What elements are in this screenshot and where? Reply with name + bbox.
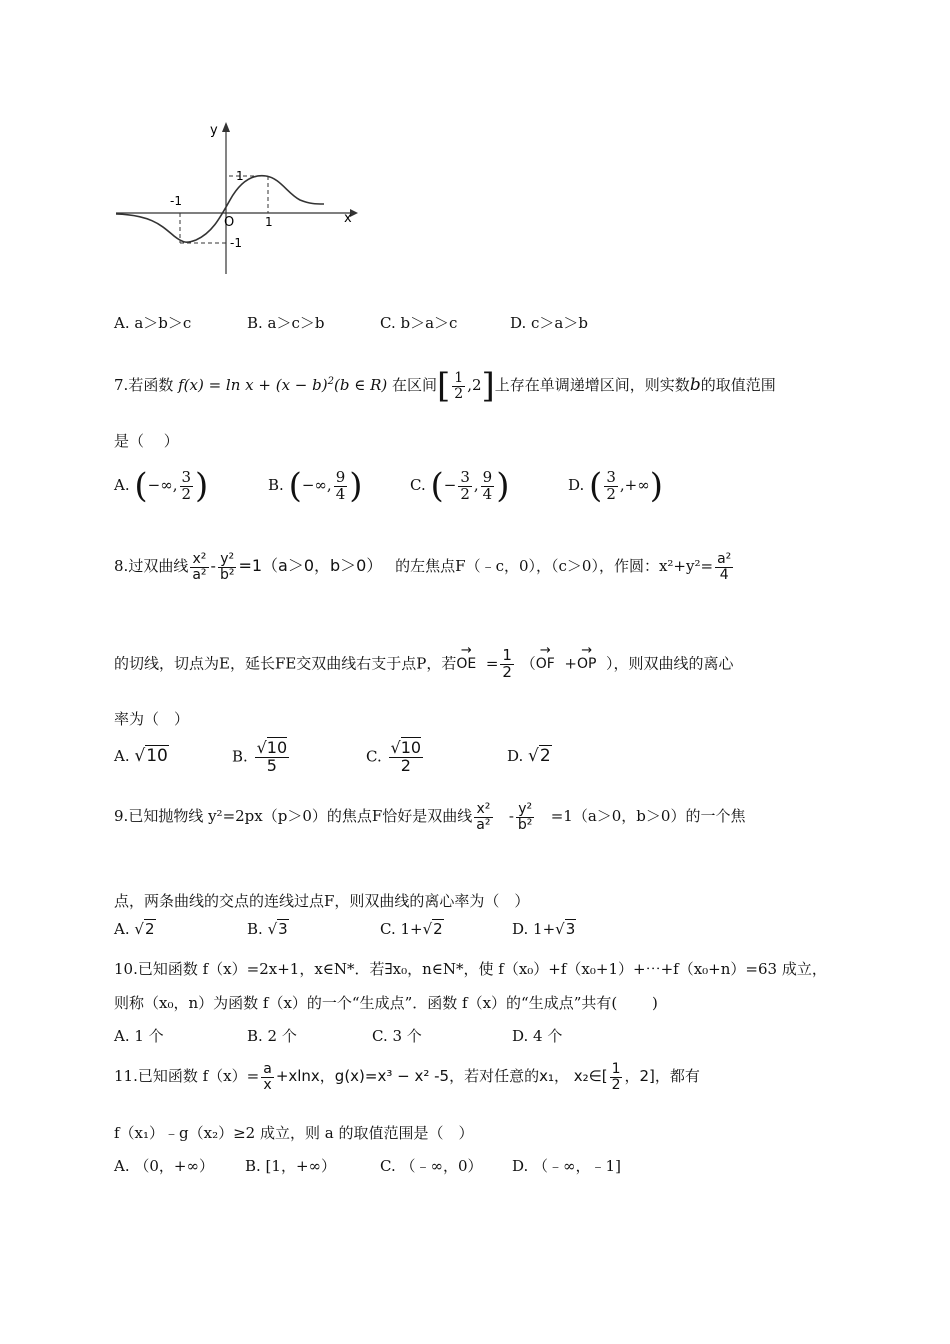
q10-stem: 10.已知函数 f（x）=2x+1，x∈N*．若∃x₀，n∈N*，使 f（x₀）+f（x₀+1）+⋯+f（x₀+n）=63 成立， xyxy=(114,960,827,978)
q7-option-a[interactable]: A. (−∞, $\frac{3}{2}$ ) xyxy=(114,466,209,506)
q10-option-d[interactable]: D. 4 个 xyxy=(512,1027,563,1045)
q9-option-c[interactable]: C. 1+√2 xyxy=(380,920,443,938)
q6-option-a[interactable]: A. a＞b＞c xyxy=(114,314,192,332)
q9-option-b[interactable]: B. √3 xyxy=(247,920,288,938)
function-graph xyxy=(112,118,362,278)
graph-origin: O xyxy=(224,215,235,230)
q7-stem-line2: 是（ ） xyxy=(114,432,179,450)
q7-function: $f(x) = \ln x + (x - b)^2(b$ ∈ R) xyxy=(178,376,388,394)
q8-option-b[interactable]: B. $\frac{√10}{5}$ xyxy=(232,738,288,775)
graph-tick-pos1-x: 1 xyxy=(265,215,273,229)
q7-option-b[interactable]: B. (−∞, $\frac{9}{4}$ ) xyxy=(268,466,363,506)
graph-y-label: y xyxy=(210,123,218,138)
q11-stem: 11.已知函数 f（x）= $\frac{a}{x}$ +xlnx，g(x)=x³ − x² -5，若对任意的x₁， x₂∈[ $\frac{1}{2}$ ，2]，都有 xyxy=(114,1061,700,1093)
graph-tick-pos1-y: 1 xyxy=(236,169,244,183)
q6-option-d[interactable]: D. c＞a＞b xyxy=(510,314,588,332)
q6-option-c[interactable]: C. b＞a＞c xyxy=(380,314,458,332)
q9-stem-line2: 点，两条曲线的交点的连线过点F，则双曲线的离心率为（ ） xyxy=(114,892,530,910)
q7-option-d[interactable]: D. ( $\frac{3}{2}$ ,+∞) xyxy=(568,466,663,506)
q7-option-c[interactable]: C. (− $\frac{3}{2}$ , $\frac{9}{4}$ ) xyxy=(410,466,510,506)
q9-stem: 9.已知抛物线 y²=2px（p＞0）的焦点F恰好是双曲线 $\frac{\text{x²}}{\text{a²}}$ - $\frac{\text{y²}}{\text{b²}}$ =1（a＞0，b＞0）的一个焦 xyxy=(114,801,746,833)
q10-option-a[interactable]: A. 1 个 xyxy=(114,1027,164,1045)
graph-tick-neg1-y: -1 xyxy=(230,236,242,250)
q11-stem-line2: f（x₁）﹣g（x₂）≥2 成立，则 a 的取值范围是（ ） xyxy=(114,1124,474,1142)
q7-number: 7. xyxy=(114,376,129,394)
q8-stem: 8.过双曲线 $\frac{\text{x²}}{\text{a²}}$ - $\frac{\text{y²}}{\text{b²}}$ =1（a＞0，b＞0） 的左焦点F（﹣c，0），（c＞0），作圆：x²+y²= $\frac{\text{a²}}{4}$ xyxy=(114,551,732,583)
q8-option-c[interactable]: C. $\frac{√10}{2}$ xyxy=(366,738,422,775)
q6-option-b[interactable]: B. a＞c＞b xyxy=(247,314,325,332)
q10-stem-line2: 则称（x₀，n）为函数 f（x）的一个“生成点”．函数 f（x）的“生成点”共有( ) xyxy=(114,994,658,1012)
q11-option-c[interactable]: C. （﹣∞，0） xyxy=(380,1157,483,1175)
q9-option-d[interactable]: D. 1+√3 xyxy=(512,920,576,938)
q8-option-d[interactable]: D. √2 xyxy=(507,746,551,766)
q9-option-a[interactable]: A. √2 xyxy=(114,920,155,938)
q10-option-c[interactable]: C. 3 个 xyxy=(372,1027,422,1045)
q8-stem-line3: 率为（ ） xyxy=(114,710,190,728)
q7-stem: 7.若函数 $f(x) = \ln x + (x - b)^2(b$ ∈ R) 在区间[ $\frac{1}{2}$ ,2]上存在单调递增区间，则实数b的取值范围 xyxy=(114,366,776,406)
graph-tick-neg1-x: -1 xyxy=(170,194,182,208)
q11-option-b[interactable]: B. [1，+∞） xyxy=(245,1157,337,1175)
q8-stem-line2: 的切线，切点为E，延长FE交双曲线右支于点P，若→ OE = $\frac{1}{2}$ （→ OF +→ OP ），则双曲线的离心 xyxy=(114,648,734,681)
q11-option-a[interactable]: A. （0，+∞） xyxy=(114,1157,214,1175)
q8-option-a[interactable]: A. √10 xyxy=(114,746,168,766)
q10-option-b[interactable]: B. 2 个 xyxy=(247,1027,297,1045)
graph-x-label: x xyxy=(344,211,352,226)
q11-option-d[interactable]: D. （﹣∞，﹣1] xyxy=(512,1157,621,1175)
